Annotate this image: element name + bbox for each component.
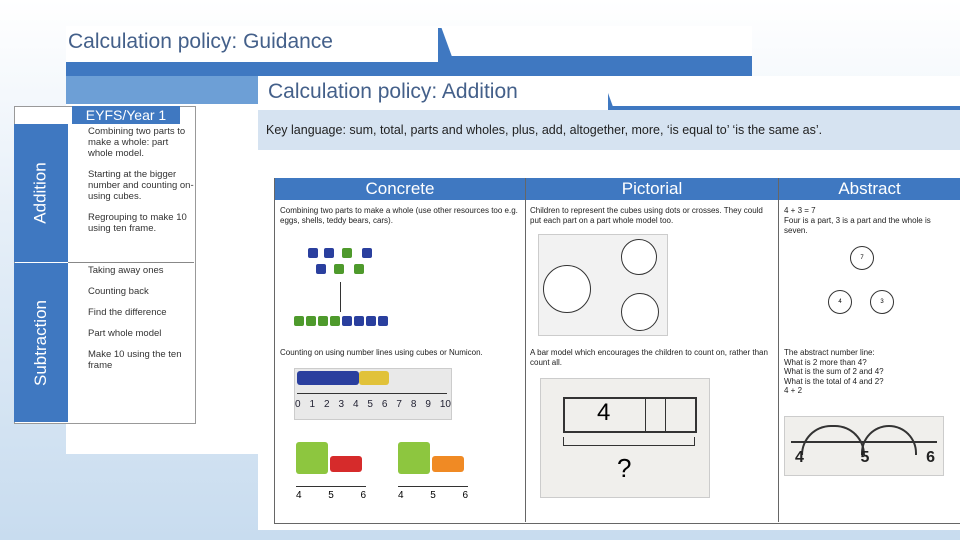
abstract-number-line-photo (784, 416, 944, 476)
number-line (297, 393, 447, 394)
mini-line-label: 4 (296, 490, 302, 501)
numicon-two (330, 456, 362, 472)
part-whole-drawing (538, 234, 668, 336)
number-line-label: 3 (338, 399, 345, 410)
cube (334, 264, 344, 274)
addition-slide (258, 76, 960, 530)
number-line-label: 7 (396, 399, 402, 410)
cube (316, 264, 326, 274)
addition-title: Calculation policy: Addition (258, 76, 608, 110)
cube (354, 316, 364, 326)
mini-number-line (296, 486, 366, 487)
cube (324, 248, 334, 258)
subtraction-item: Part whole model (88, 328, 162, 339)
part-whole-model (828, 244, 900, 318)
number-line-label: 1 (309, 399, 316, 410)
abstract-text-2 (784, 348, 954, 396)
subtraction-item: Counting back (88, 286, 149, 297)
abstract-line-label: 6 (926, 449, 935, 466)
cube (330, 316, 340, 326)
cube (342, 316, 352, 326)
cube-train (294, 316, 390, 330)
whole-circle: 7 (850, 246, 874, 270)
mini-number-line (398, 486, 468, 487)
part-circle (621, 239, 657, 275)
mini-line-label: 5 (430, 490, 436, 501)
mini-line-label: 4 (398, 490, 404, 501)
addition-item: Combining two parts to make a whole: part whole model. (88, 126, 186, 159)
abstract-equation: 4 + 3 = 7 (784, 206, 816, 215)
number-line-label: 5 (367, 399, 373, 410)
title-underline (598, 106, 960, 110)
abstract-question: What is 2 more than 4? (784, 357, 867, 367)
whole-circle (543, 265, 591, 313)
cube (378, 316, 388, 326)
numicon-group-2 (398, 442, 470, 512)
concrete-text-1: Combining two parts to make a whole (use other resources too e.g. eggs, shells, teddy bears, cars). (280, 206, 518, 225)
abstract-text-1: Four is a part, 3 is a part and the whole is seven. (784, 216, 931, 235)
part-circle (621, 293, 659, 331)
bar-model (563, 397, 697, 433)
column-header-concrete: Concrete (275, 178, 525, 200)
column-header-pictorial: Pictorial (526, 178, 778, 200)
number-line-label: 6 (381, 399, 388, 410)
column-divider (525, 178, 526, 522)
pictorial-text-1: Children to represent the cubes using dots or crosses. They could put each part on a part whole model too. (530, 206, 763, 225)
mini-line-label: 6 (462, 490, 468, 501)
numicon-four (296, 442, 328, 474)
guidance-title: Calculation policy: Guidance (66, 26, 438, 62)
abstract-line-label: 5 (860, 449, 870, 466)
cube (354, 264, 364, 274)
addition-cell (88, 126, 194, 244)
bar-model-drawing (540, 378, 710, 498)
numicon-two (432, 456, 464, 472)
number-line-label: 2 (323, 399, 330, 410)
column-divider (778, 178, 779, 522)
number-line-label: 10 (439, 399, 451, 410)
abstract-question: 4 + 2 (784, 386, 803, 395)
part-circle: 3 (870, 290, 894, 314)
subtraction-cell (88, 265, 194, 381)
bar-value: 4 (597, 399, 611, 426)
number-line-label: 8 (410, 399, 417, 410)
row-label-subtraction: Subtraction (14, 263, 68, 422)
abstract-question: What is the sum of 2 and 4? (784, 367, 884, 376)
bar-question: ? (617, 453, 632, 483)
addition-item: Regrouping to make 10 using ten frame. (88, 212, 187, 234)
cube (366, 316, 376, 326)
subtraction-item: Taking away ones (88, 265, 164, 276)
number-line-photo (294, 368, 452, 420)
bar-divider (645, 397, 646, 431)
abstract-question: What is the total of 4 and 2? (784, 376, 884, 386)
concrete-text-2: Counting on using number lines using cubes or Numicon. (280, 348, 483, 357)
cube (294, 316, 304, 326)
cube (362, 248, 372, 258)
bar-divider (665, 397, 666, 431)
addition-item: Starting at the bigger number and counting on- using cubes. (88, 169, 194, 202)
numicon-four (398, 442, 430, 474)
abstract-question: The abstract number line: (784, 348, 875, 357)
pictorial-text-2: A bar model which encourages the children to count on, rather than count all. (530, 348, 768, 367)
cube (318, 316, 328, 326)
column-header-abstract: Abstract (779, 178, 960, 200)
cube-row-yellow (359, 371, 389, 385)
number-line-label: 4 (352, 399, 359, 410)
cube (342, 248, 352, 258)
number-line-label: 0 (295, 399, 301, 410)
abstract-line-label: 4 (795, 449, 804, 466)
part-circle: 4 (828, 290, 852, 314)
mini-line-label: 6 (360, 490, 366, 501)
bar-brace (563, 437, 695, 446)
numicon-group-1 (296, 442, 368, 512)
row-divider (68, 262, 194, 263)
year-header: EYFS/Year 1 (72, 106, 180, 124)
mini-line-label: 5 (328, 490, 334, 501)
cube (306, 316, 316, 326)
subtraction-item: Find the difference (88, 307, 167, 318)
subtraction-item: Make 10 using the ten frame (88, 349, 182, 371)
cube (308, 248, 318, 258)
number-line-label: 9 (425, 399, 431, 410)
row-label-addition: Addition (14, 124, 68, 262)
cube-row-blue (297, 371, 359, 385)
key-language: Key language: sum, total, parts and wholes, plus, add, altogether, more, ‘is equal to’ ‘is the same as’. (266, 123, 823, 137)
connector-line (340, 282, 341, 312)
